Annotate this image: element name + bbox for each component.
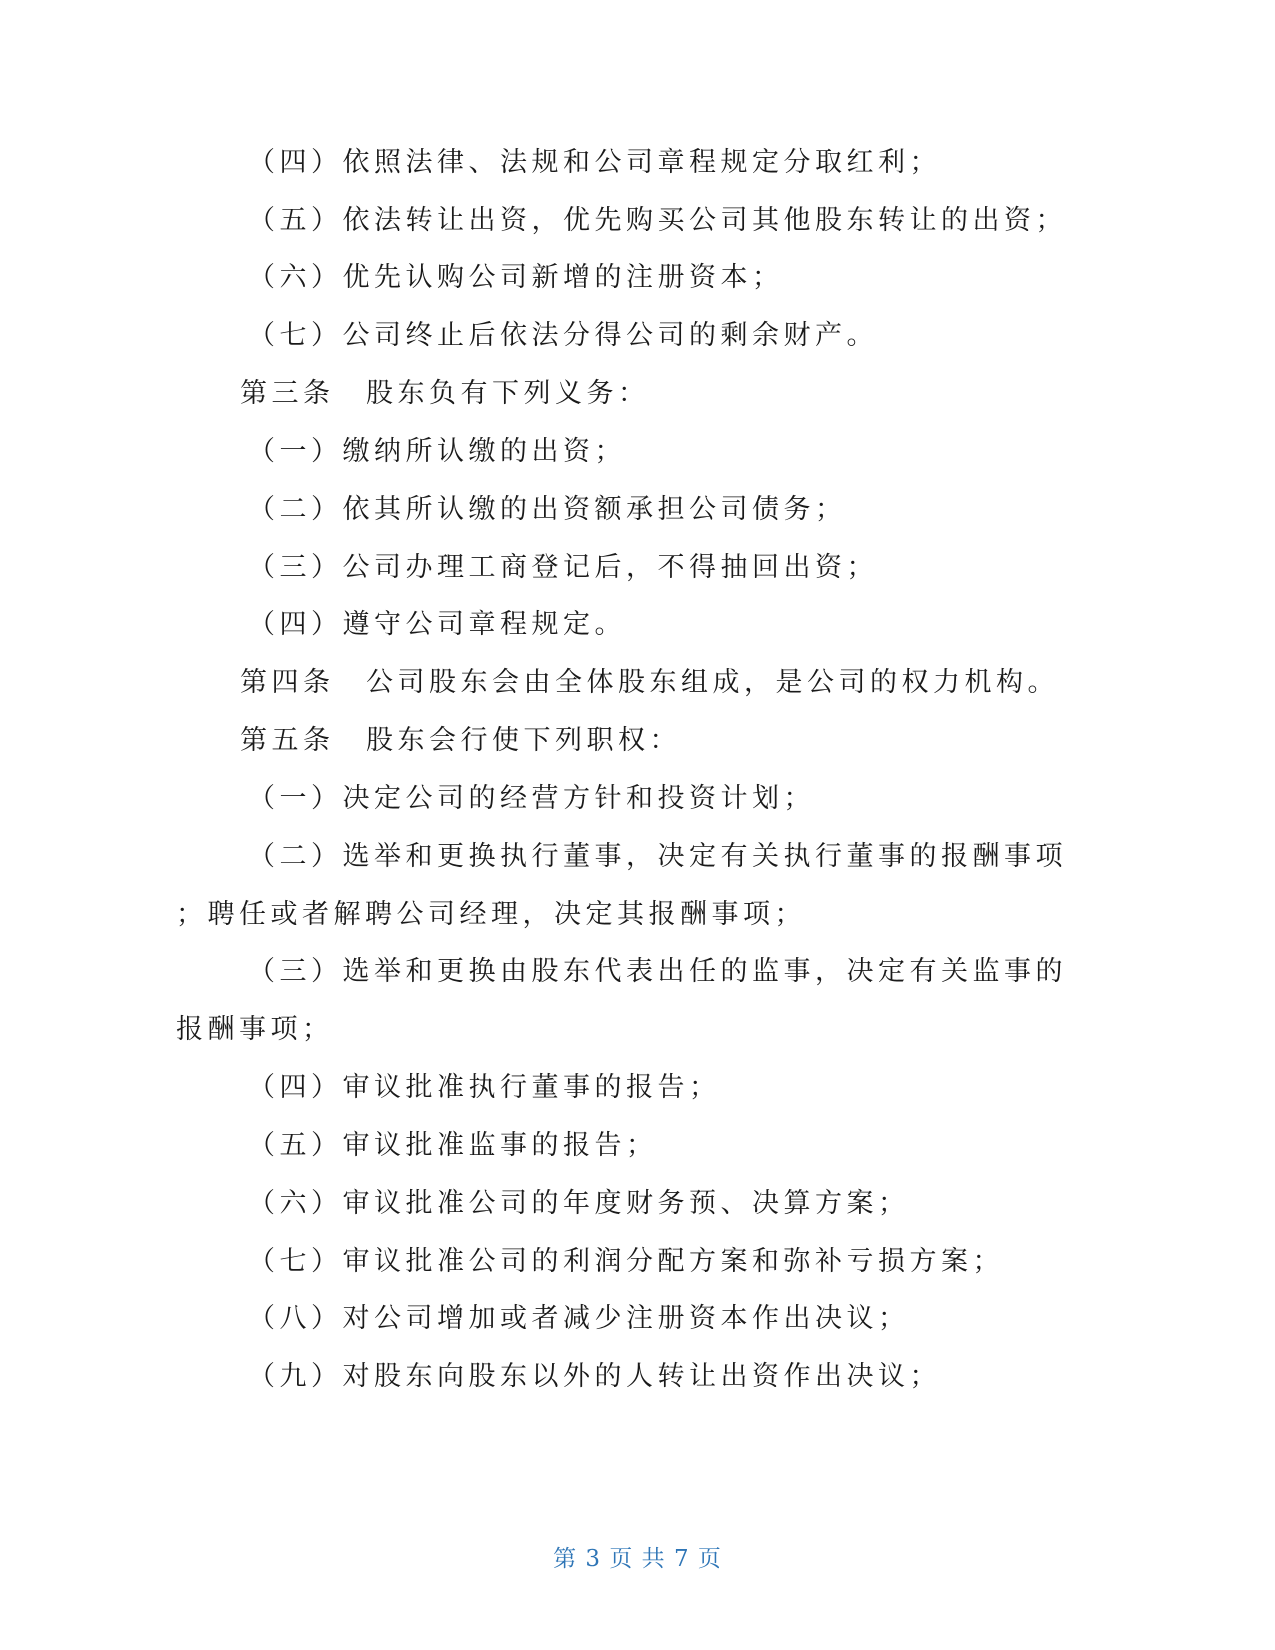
document-line: （一）决定公司的经营方针和投资计划； bbox=[248, 783, 815, 814]
article-heading: 第三条 股东负有下列义务： bbox=[240, 378, 650, 409]
page-number-footer: 第 3 页 共 7 页 bbox=[553, 1546, 722, 1572]
document-line: （三）选举和更换由股东代表出任的监事，决定有关监事的 bbox=[248, 956, 1067, 987]
document-line: （三）公司办理工商登记后，不得抽回出资； bbox=[248, 552, 878, 583]
document-line: （二）选举和更换执行董事，决定有关执行董事的报酬事项 bbox=[248, 841, 1067, 872]
document-line: （六）优先认购公司新增的注册资本； bbox=[248, 262, 784, 293]
article-heading: 第五条 股东会行使下列职权： bbox=[240, 725, 681, 756]
article-heading: 第四条 公司股东会由全体股东组成，是公司的权力机构。 bbox=[240, 667, 1059, 698]
document-line: （七）公司终止后依法分得公司的剩余财产。 bbox=[248, 320, 878, 351]
document-line: （四）审议批准执行董事的报告； bbox=[248, 1072, 721, 1103]
document-line: （五）依法转让出资，优先购买公司其他股东转让的出资； bbox=[248, 205, 1067, 236]
document-line: （九）对股东向股东以外的人转让出资作出决议； bbox=[248, 1361, 941, 1392]
document-line: （四）遵守公司章程规定。 bbox=[248, 609, 626, 640]
document-line: （五）审议批准监事的报告； bbox=[248, 1130, 658, 1161]
document-line: （四）依照法律、法规和公司章程规定分取红利； bbox=[248, 147, 941, 178]
document-line: （六）审议批准公司的年度财务预、决算方案； bbox=[248, 1188, 910, 1219]
document-line: （七）审议批准公司的利润分配方案和弥补亏损方案； bbox=[248, 1246, 1004, 1277]
document-line: （八）对公司增加或者减少注册资本作出决议； bbox=[248, 1303, 910, 1334]
document-line: （二）依其所认缴的出资额承担公司债务； bbox=[248, 494, 847, 525]
document-line: ；聘任或者解聘公司经理，决定其报酬事项； bbox=[176, 899, 806, 930]
document-line: （一）缴纳所认缴的出资； bbox=[248, 436, 626, 467]
document-line: 报酬事项； bbox=[176, 1014, 334, 1045]
